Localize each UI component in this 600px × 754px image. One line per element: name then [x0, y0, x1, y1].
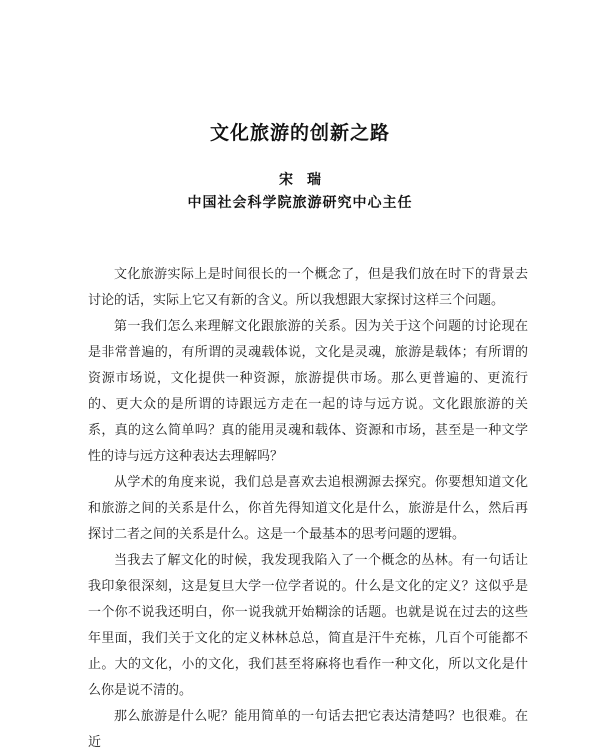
- paragraph: 当我去了解文化的时候，我发现我陷入了一个概念的丛林。有一句话让我印象很深刻，这是复旦大学一位学者说的。什么是文化的定义？这似乎是一个你不说我还明白，你一说我就开始糊涂的话题。也就是说在过去的这些年里面，我们关于文化的定义林林总总，简直是汗牛充栋，几百个可能都不止。大的文化，小的文化，我们甚至将麻将也看作一种文化，所以文化是什么你是说不清的。: [88, 553, 528, 698]
- paragraph: 从学术的角度来说，我们总是喜欢去追根溯源去探究。你要想知道文化和旅游之间的关系是什么，你首先得知道文化是什么，旅游是什么，然后再探讨二者之间的关系是什么。这是一个最基本的思考问题的逻辑。: [88, 475, 528, 542]
- author-affiliation: 中国社会科学院旅游研究中心主任: [187, 195, 413, 211]
- paragraph: 文化旅游实际上是时间很长的一个概念了，但是我们放在时下的背景去讨论的话，实际上它又有新的含义。所以我想跟大家探讨这样三个问题。: [88, 267, 528, 308]
- article-body: [88, 262, 528, 754]
- article-title: 文化旅游的创新之路: [209, 122, 390, 144]
- author-name: 宋瑞: [279, 172, 335, 188]
- paragraph: 那么旅游是什么呢？能用简单的一句话去把它表达清楚吗？也很难。在近: [88, 709, 528, 750]
- paragraph: 第一我们怎么来理解文化跟旅游的关系。因为关于这个问题的讨论现在是非常普遍的，有所谓的灵魂载体说，文化是灵魂，旅游是载体；有所谓的资源市场说，文化提供一种资源，旅游提供市场。那么更普遍的、更流行的、更大众的是所谓的诗跟远方走在一起的诗与远方说。文化跟旅游的关系，真的这么简单吗？真的能用灵魂和载体、资源和市场，甚至是一种文学性的诗与远方这种表达去理解吗？: [88, 319, 528, 464]
